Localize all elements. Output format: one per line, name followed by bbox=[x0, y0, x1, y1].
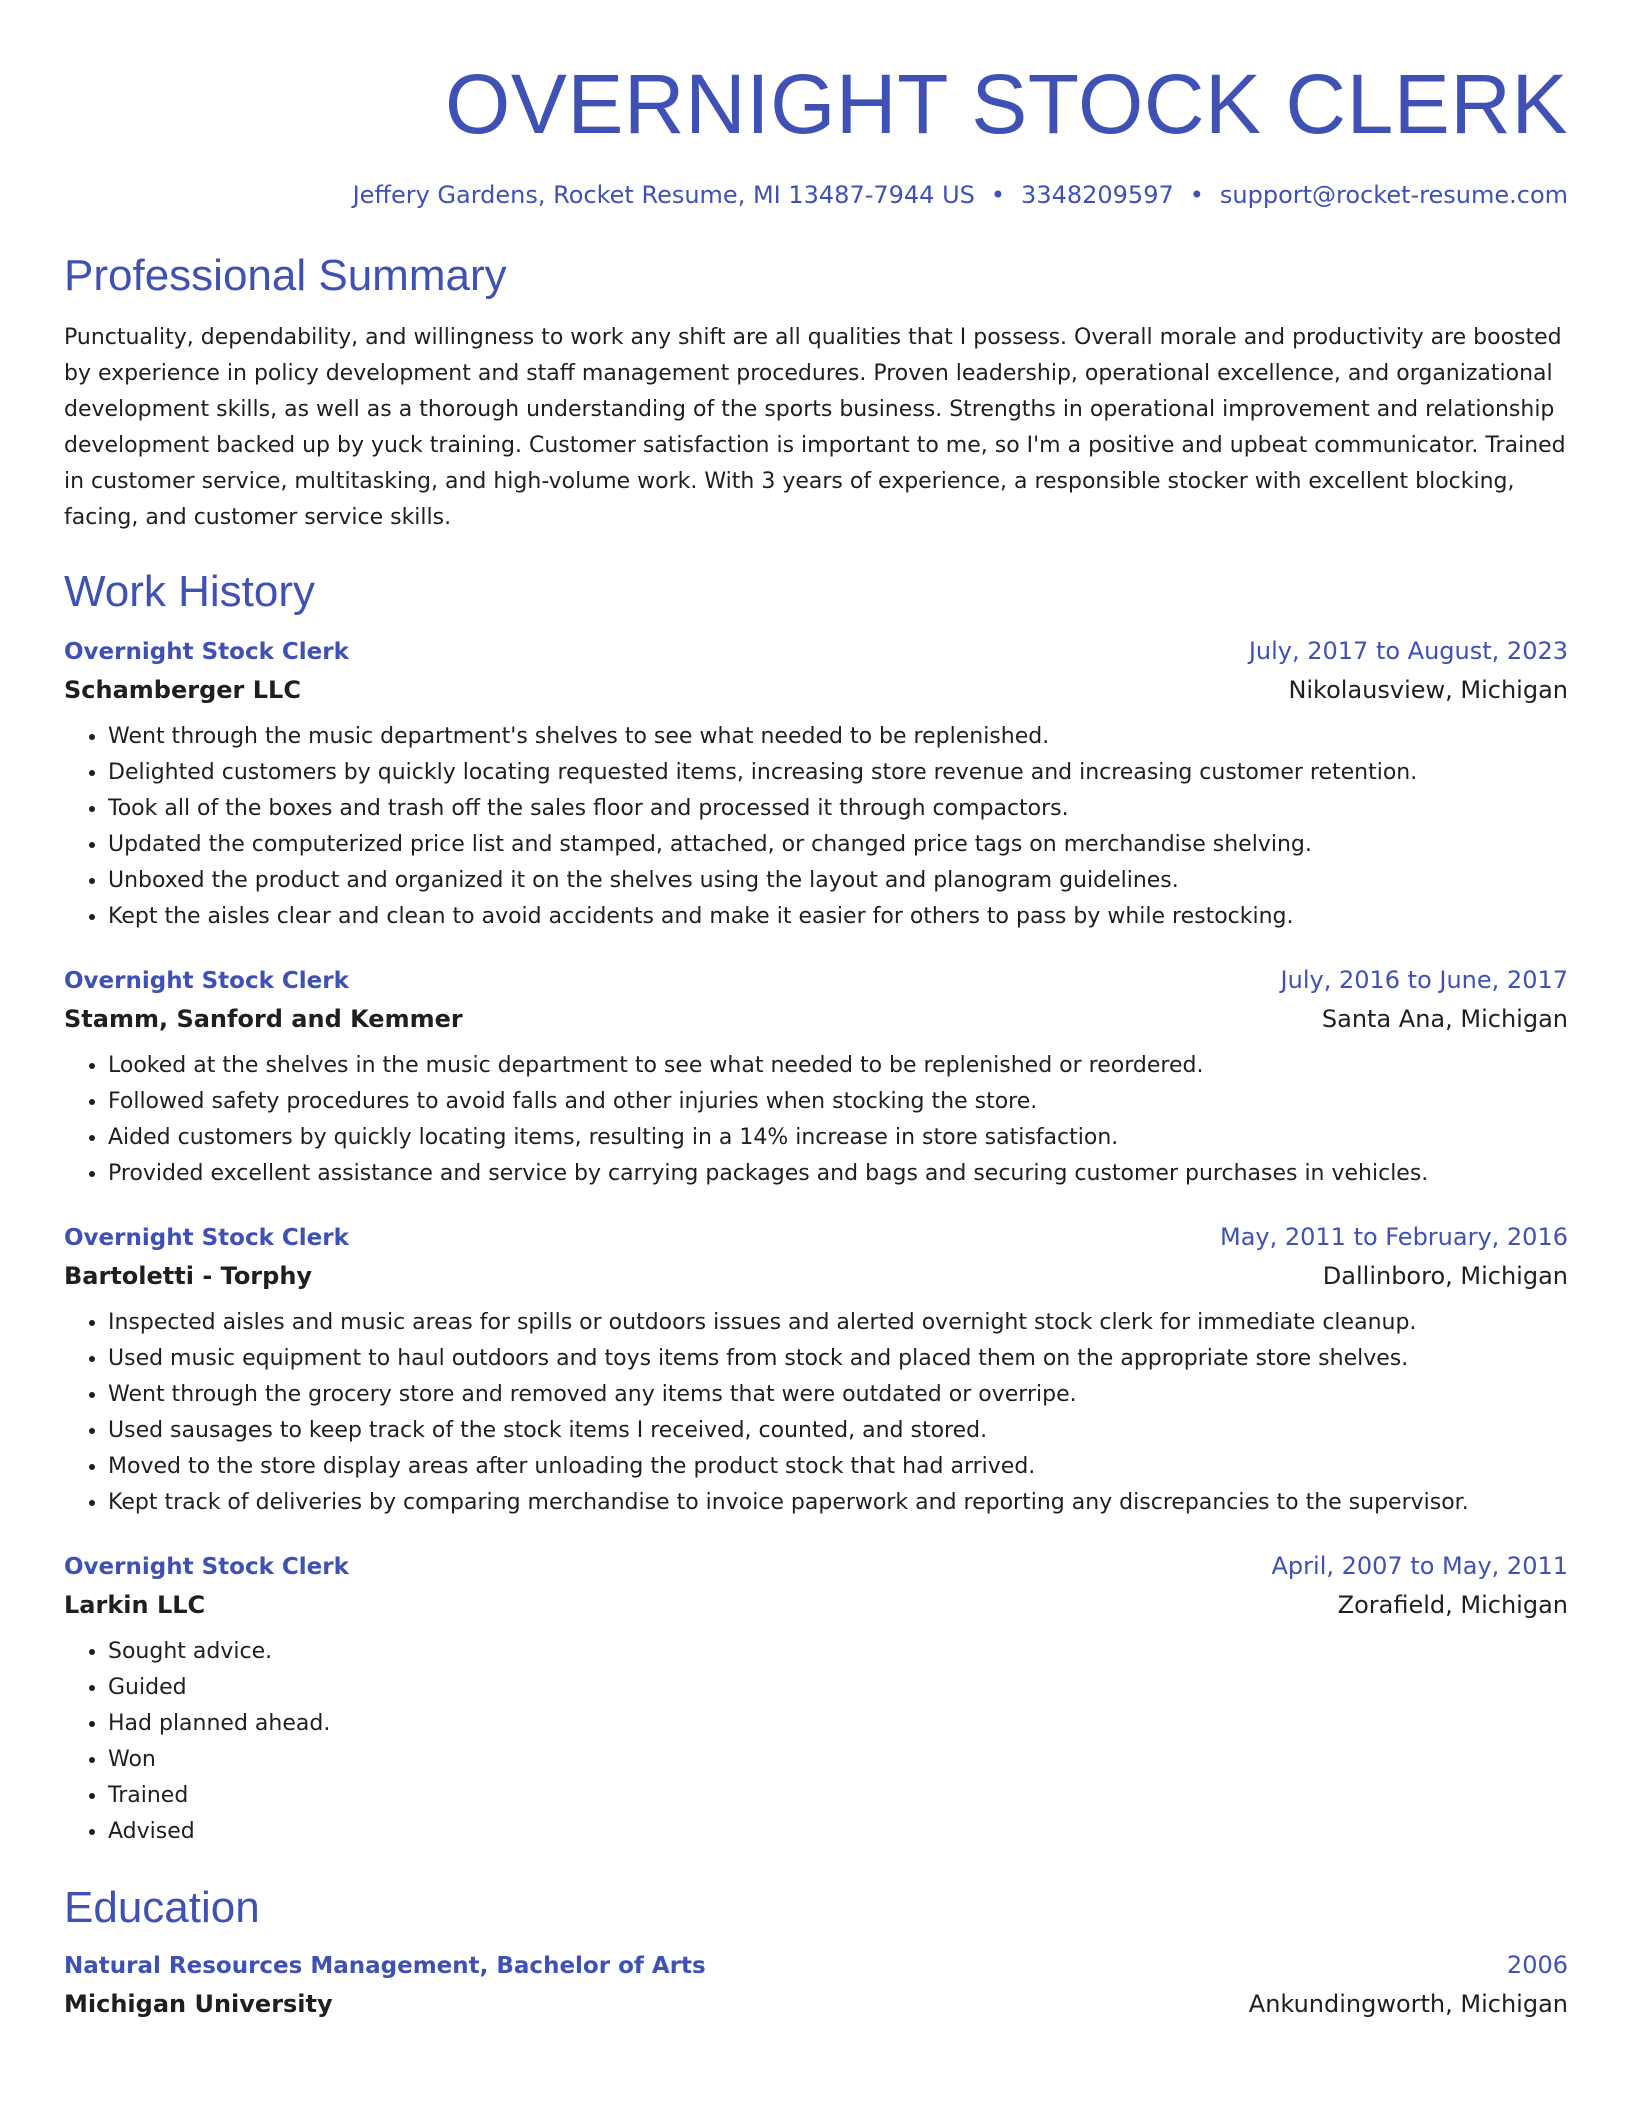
job-header-row bbox=[64, 632, 1568, 671]
contact-address: Jeffery Gardens, Rocket Resume, MI 13487-7944 US bbox=[352, 181, 975, 209]
job-header-row bbox=[64, 1218, 1568, 1257]
job-bullets bbox=[64, 1048, 1568, 1192]
job-bullet: • Moved to the store display areas after unloading the product stock that had arrived. bbox=[108, 1449, 1568, 1485]
education-location: Ankundingworth, Michigan bbox=[1248, 1990, 1568, 2018]
education-degree: Natural Resources Management, Bachelor of Arts bbox=[64, 1953, 706, 1979]
job-bullet: • Looked at the shelves in the music department to see what needed to be replenished or reordered. bbox=[108, 1048, 1568, 1084]
job-bullet: • Used music equipment to haul outdoors and toys items from stock and placed them on the appropriate store shelves. bbox=[108, 1341, 1568, 1377]
job-bullet: • Provided excellent assistance and service by carrying packages and bags and securing customer purchases in vehicles. bbox=[108, 1156, 1568, 1192]
job-title: Overnight Stock Clerk bbox=[64, 639, 349, 665]
job-title: Overnight Stock Clerk bbox=[64, 1225, 349, 1251]
job-dates: July, 2016 to June, 2017 bbox=[1280, 966, 1568, 994]
job-header-row bbox=[64, 1547, 1568, 1586]
job-dates: May, 2011 to February, 2016 bbox=[1220, 1223, 1568, 1251]
job-bullet: • Trained bbox=[108, 1778, 1568, 1814]
job-bullet: • Updated the computerized price list and stamped, attached, or changed price tags on merchandise shelving. bbox=[108, 827, 1568, 863]
education-header-row bbox=[64, 1946, 1568, 1985]
job-title: Overnight Stock Clerk bbox=[64, 1554, 349, 1580]
job-location: Nikolausview, Michigan bbox=[1288, 676, 1568, 704]
contact-separator: • bbox=[1189, 181, 1204, 209]
job-bullet: • Went through the music department's shelves to see what needed to be replenished. bbox=[108, 719, 1568, 755]
work-history-heading: Work History bbox=[64, 567, 315, 616]
job-bullets bbox=[64, 719, 1568, 935]
education-heading: Education bbox=[64, 1883, 260, 1932]
job-bullet: • Had planned ahead. bbox=[108, 1706, 1568, 1742]
job-bullets bbox=[64, 1305, 1568, 1521]
job-bullet: • Sought advice. bbox=[108, 1634, 1568, 1670]
job-bullet: • Guided bbox=[108, 1670, 1568, 1706]
job-dates: April, 2007 to May, 2011 bbox=[1271, 1552, 1568, 1580]
job-bullet: • Went through the grocery store and removed any items that were outdated or overripe. bbox=[108, 1377, 1568, 1413]
job-company-row bbox=[64, 671, 1568, 709]
job-bullet: • Kept the aisles clear and clean to avoid accidents and make it easier for others to pass by while restocking. bbox=[108, 899, 1568, 935]
job-location: Zorafield, Michigan bbox=[1337, 1591, 1568, 1619]
job-location: Santa Ana, Michigan bbox=[1321, 1005, 1568, 1033]
job-entry bbox=[64, 1218, 1568, 1521]
education-school: Michigan University bbox=[64, 1990, 333, 2018]
job-company: Larkin LLC bbox=[64, 1591, 206, 1619]
job-company: Schamberger LLC bbox=[64, 676, 301, 704]
job-bullet: • Won bbox=[108, 1742, 1568, 1778]
contact-line bbox=[64, 150, 1568, 210]
summary-heading: Professional Summary bbox=[64, 251, 507, 300]
job-bullets bbox=[64, 1634, 1568, 1850]
education-year: 2006 bbox=[1506, 1951, 1568, 1979]
job-entry bbox=[64, 632, 1568, 935]
job-company: Stamm, Sanford and Kemmer bbox=[64, 1005, 463, 1033]
job-bullet: • Kept track of deliveries by comparing merchandise to invoice paperwork and reporting any discrepancies to the supervisor. bbox=[108, 1485, 1568, 1521]
contact-phone: 3348209597 bbox=[1021, 181, 1174, 209]
job-entry bbox=[64, 1547, 1568, 1850]
job-company-row bbox=[64, 1000, 1568, 1038]
education-entry bbox=[64, 1946, 1568, 2023]
job-company-row bbox=[64, 1586, 1568, 1624]
education-school-row bbox=[64, 1985, 1568, 2023]
job-entry bbox=[64, 961, 1568, 1192]
job-dates: July, 2017 to August, 2023 bbox=[1248, 637, 1568, 665]
job-bullet: • Followed safety procedures to avoid falls and other injuries when stocking the store. bbox=[108, 1084, 1568, 1120]
contact-email: support@rocket-resume.com bbox=[1219, 181, 1568, 209]
job-company-row bbox=[64, 1257, 1568, 1295]
job-bullet: • Unboxed the product and organized it on the shelves using the layout and planogram guidelines. bbox=[108, 863, 1568, 899]
job-bullet: • Took all of the boxes and trash off the sales floor and processed it through compactors. bbox=[108, 791, 1568, 827]
job-bullet: • Aided customers by quickly locating items, resulting in a 14% increase in store satisfaction. bbox=[108, 1120, 1568, 1156]
job-header-row bbox=[64, 961, 1568, 1000]
job-bullet: • Advised bbox=[108, 1814, 1568, 1850]
job-location: Dallinboro, Michigan bbox=[1322, 1262, 1568, 1290]
job-company: Bartoletti - Torphy bbox=[64, 1262, 313, 1290]
contact-separator: • bbox=[990, 181, 1006, 209]
summary-text: Punctuality, dependability, and willingness to work any shift are all qualities that I possess. Overall morale and productivity are boosted by experience in policy development and staff management procedures. Proven leadership, operational excellence, and organizational development skills, as well as a thorough understanding of the sports business. Strengths in operational improvement and relationship development backed up by yuck training. Customer satisfaction is important to me, so I'm a positive and upbeat communicator. Trained in customer service, multitasking, and high-volume work. With 3 years of experience, a responsible stocker with excellent blocking, facing, and customer service skills. bbox=[64, 325, 1566, 530]
job-bullet: • Inspected aisles and music areas for spills or outdoors issues and alerted overnight stock clerk for immediate cleanup. bbox=[108, 1305, 1568, 1341]
page-title: OVERNIGHT STOCK CLERK bbox=[445, 57, 1568, 151]
job-bullet: • Delighted customers by quickly locating requested items, increasing store revenue and increasing customer retention. bbox=[108, 755, 1568, 791]
job-title: Overnight Stock Clerk bbox=[64, 968, 349, 994]
job-bullet: • Used sausages to keep track of the stock items I received, counted, and stored. bbox=[108, 1413, 1568, 1449]
